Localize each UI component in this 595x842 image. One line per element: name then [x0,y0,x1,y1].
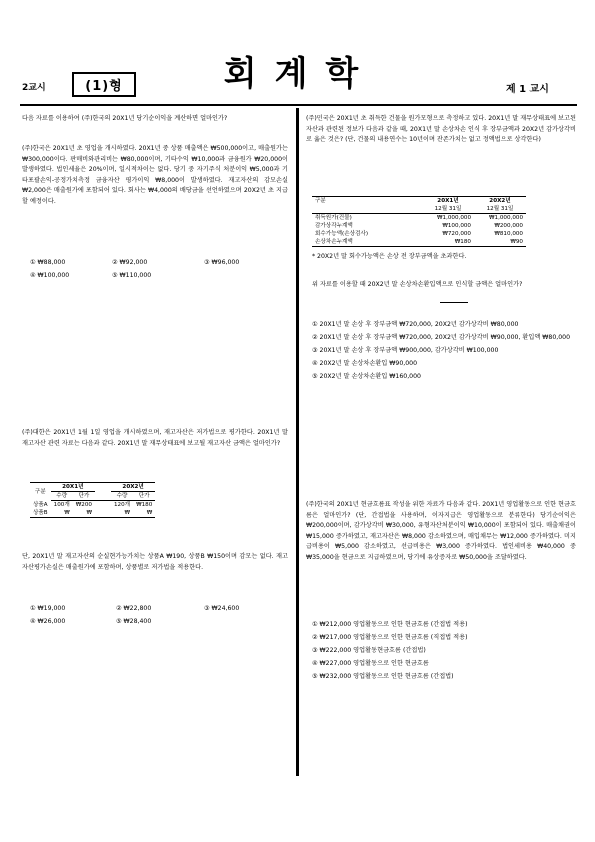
q2-intro: (주)대한은 20X1년 1월 1일 영업을 개시하였으며, 재고자산은 저가법으로 평가한다. 20X1년 말 재고자산 관련 자료는 다음과 같다. 20X1년 말 재무상태표에 보고될 재고자산 금액은 얼마인가? [22,429,288,447]
q4-option-4[interactable]: ④ ₩227,000 영업활동으로 인한 현금흐름 [312,660,429,667]
q3-col-header-1: 구분 [312,197,422,206]
q3-option-1[interactable]: ① 20X1년 말 손상 후 장부금액 ₩720,000, 20X2년 감가상각비 ₩80,000 [312,321,519,328]
table-row: 상품A 100개 ₩200 120개 ₩180 [33,501,153,508]
table-row: 취득원가(건물) ₩1,000,000 ₩1,000,000 [315,215,523,221]
q1-body: (주)한국은 20X1년 초 영업을 개시하였다. 20X1년 중 상품 매출액은 ₩500,000이고, 매출원가는 ₩300,000이다. 판매비와관리비는 ₩80,000이며, 기타수익 ₩10,000과 금융원가 ₩20,000이 발생하였다. 법인세율은 20%이며, 일시적차이는 없다. 당기 중 자기주식 처분이익 ₩5,000과 기타포괄손익-공정가치측정 금융자산 평가이익 ₩8,000이 발생하였다. 재고자산의 감모손실 ₩2,000은 매출원가에 포함되어 있다. 회사는 ₩4,000의 배당금을 선언하였으며 20X2년 초 지급할 예정이다. [22,145,288,205]
q4-intro: (주)한국의 20X1년 현금흐름표 작성을 위한 자료가 다음과 같다. 20X1년 영업활동으로 인한 현금흐름은 얼마인가? (단, 간접법을 사용하며, 이자지급은 영업활동으로 분류한다) 당기순이익은 ₩200,000이며, 감가상각비 ₩30,000, 유형자산처분이익 ₩10,000이 포함되어 있다. 매출채권이 ₩15,000 증가하였고, 재고자산은 ₩8,000 감소하였으며, 매입채무는 ₩12,000 증가하였다. 미지급비용이 ₩5,000 감소하였고, 선급비용은 ₩3,000 증가하였다. 법인세비용 ₩40,000 중 ₩35,000을 현금으로 지급하였으며, 당기에 유상증자로 ₩50,000을 조달하였다. [306,501,576,561]
q1-option-1[interactable]: ① ₩88,000 [30,259,66,266]
q3-option-2[interactable]: ② 20X1년 말 손상 후 장부금액 ₩720,000, 20X2년 감가상각비 ₩90,000, 환입액 ₩80,000 [312,334,571,341]
q4-option-3[interactable]: ③ ₩222,000 영업활동현금흐름 (간접법) [312,647,426,654]
q4-option-1[interactable]: ① ₩212,000 영업활동으로 인한 현금흐름 (간접법 적용) [312,621,468,628]
q2-sub-1: 수량 [51,492,73,501]
q2-group-1: 20X1년 [51,483,95,492]
q2-sub-4: 단가 [133,492,155,501]
q2-option-1[interactable]: ① ₩19,000 [30,605,66,612]
q3-col-header-3: 20X2년 [474,197,526,206]
q4-option-5[interactable]: ⑤ ₩232,000 영업활동으로 인한 현금흐름 (간접법) [312,673,454,680]
q2-sub-3: 수량 [111,492,133,501]
q3-question-underline [440,302,468,303]
q3-intro: (주)민국은 20X1년 초 취득한 건물을 원가모형으로 측정하고 있다. 20X1년 말 재무상태표에 보고된 자산과 관련된 정보가 다음과 같을 때, 20X1년 말 손상차손 인식 후 장부금액과 20X2년 감가상각비로 옳은 것은? (단, 건물의 내용연수는 10년이며 잔존가치는 없고 정액법으로 상각한다) [306,115,576,144]
table-row: 회수가능액(손상검사) ₩720,000 ₩810,000 [315,231,523,237]
q3-col-header-2: 20X1년 [422,197,474,206]
q1-intro: 다음 자료를 이용하여 (주)한국의 20X1년 당기순이익을 계산하면 얼마인가? [22,115,228,122]
q3-subheader-3: 12월 31일 [474,205,526,214]
q3-option-4[interactable]: ④ 20X2년 말 손상차손환입 ₩90,000 [312,360,418,367]
q3-option-5[interactable]: ⑤ 20X2년 말 손상차손환입 ₩160,000 [312,373,421,380]
q3-question: 위 자료를 이용할 때 20X2년 말 손상차손환입액으로 인식할 금액은 얼마인가? [312,281,523,288]
q2-option-4[interactable]: ④ ₩26,000 [30,618,66,625]
q2-sub-2: 단가 [73,492,95,501]
q2-group-2: 20X2년 [111,483,155,492]
q1-option-5[interactable]: ⑤ ₩110,000 [112,272,152,279]
table-row: 상품B ₩ ₩ ₩ ₩ [30,509,155,518]
period-label: 2교시 [22,83,46,93]
q3-options [312,318,574,383]
q2-option-3[interactable]: ③ ₩24,600 [204,605,240,612]
q4-options [312,618,574,683]
session-label: 제 1 교시 [506,84,549,95]
q3-table [312,196,526,247]
q1-option-3[interactable]: ③ ₩96,000 [204,259,240,266]
column-divider [296,108,299,776]
q4-option-2[interactable]: ② ₩217,000 영업활동으로 인한 현금흐름 (직접법 적용) [312,634,468,641]
table-row: 감가상각누계액 ₩100,000 ₩200,000 [315,223,523,229]
page-title: 회계학 [223,54,377,94]
q2-row-header: 구분 [30,483,51,501]
q1-options [22,256,288,286]
q2-option-2[interactable]: ② ₩22,800 [116,605,152,612]
q1-option-2[interactable]: ② ₩92,000 [112,259,148,266]
q2-table [30,482,155,518]
q1-option-4[interactable]: ④ ₩100,000 [30,272,70,279]
q3-subheader-2: 12월 31일 [422,205,474,214]
q2-option-5[interactable]: ⑤ ₩28,400 [116,618,152,625]
q2-note: 단, 20X1년 말 재고자산의 순실현가능가치는 상품A ₩190, 상품B ₩150이며 감모는 없다. 재고자산평가손실은 매출원가에 포함하며, 상품별로 저가법을 적용한다. [22,553,288,571]
q2-options [22,602,288,632]
exam-type-box: (1)형 [72,72,136,97]
q3-option-3[interactable]: ③ 20X1년 말 손상 후 장부금액 ₩900,000, 감가상각비 ₩100,000 [312,347,499,354]
q3-note: * 20X2년 말 회수가능액은 손상 전 장부금액을 초과한다. [312,253,467,260]
table-row: 손상차손누계액 ₩180 ₩90 [312,238,526,247]
header-rule [20,104,577,106]
